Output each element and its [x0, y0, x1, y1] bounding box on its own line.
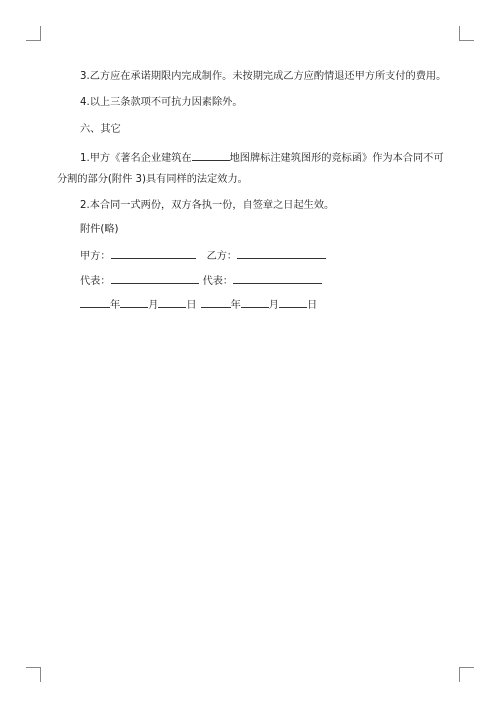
day-a-blank	[158, 297, 186, 308]
month-b-label: 月	[268, 300, 279, 311]
party-a-blank	[111, 248, 196, 259]
year-b-blank	[201, 297, 231, 308]
rep-b-blank	[233, 273, 322, 284]
day-b-blank	[279, 297, 307, 308]
party-b-label: 乙方：	[206, 251, 238, 262]
clause-3: 3.乙方应在承诺期限内完成制作。未按期完成乙方应酌情退还甲方所支付的费用。	[80, 71, 447, 82]
month-b-blank	[241, 297, 269, 308]
rep-a-label: 代表：	[80, 276, 111, 287]
year-a-blank	[80, 297, 110, 308]
rep-b-label: 代表：	[202, 276, 234, 287]
day-b-label: 日	[306, 300, 318, 311]
representative-signature-row	[80, 273, 322, 289]
year-b-label: 年	[230, 300, 241, 311]
party-signature-row	[80, 248, 326, 264]
day-a-label: 日	[186, 300, 197, 311]
section-6-clause-1	[80, 150, 444, 166]
blank-line	[192, 150, 230, 161]
rep-a-blank	[111, 273, 199, 284]
party-b-blank	[237, 248, 326, 259]
section-6-heading: 六、其它	[80, 124, 121, 135]
corner-mark-top-right	[459, 26, 474, 41]
clause-4: 4.以上三条款项不可抗力因素除外。	[80, 97, 243, 108]
corner-mark-bottom-right	[459, 667, 474, 682]
corner-mark-top-left	[26, 26, 41, 41]
clause-1-text-after: 地图牌标注建筑图形的竞标函》作为本合同不可	[229, 153, 444, 164]
month-a-label: 月	[148, 300, 159, 311]
year-a-label: 年	[110, 300, 121, 311]
month-a-blank	[120, 297, 148, 308]
attachment-note: 附件(略)	[80, 224, 119, 235]
clause-1-text-before: 1.甲方《著名企业建筑在	[80, 153, 192, 164]
corner-mark-bottom-left	[26, 667, 41, 682]
section-6-clause-1-continued: 分割的部分(附件 3)具有同样的法定效力。	[57, 174, 248, 185]
section-6-clause-2: 2.本合同一式两份，双方各执一份，自签章之日起生效。	[80, 200, 335, 211]
party-a-label: 甲方：	[80, 251, 111, 262]
date-row	[80, 297, 317, 313]
